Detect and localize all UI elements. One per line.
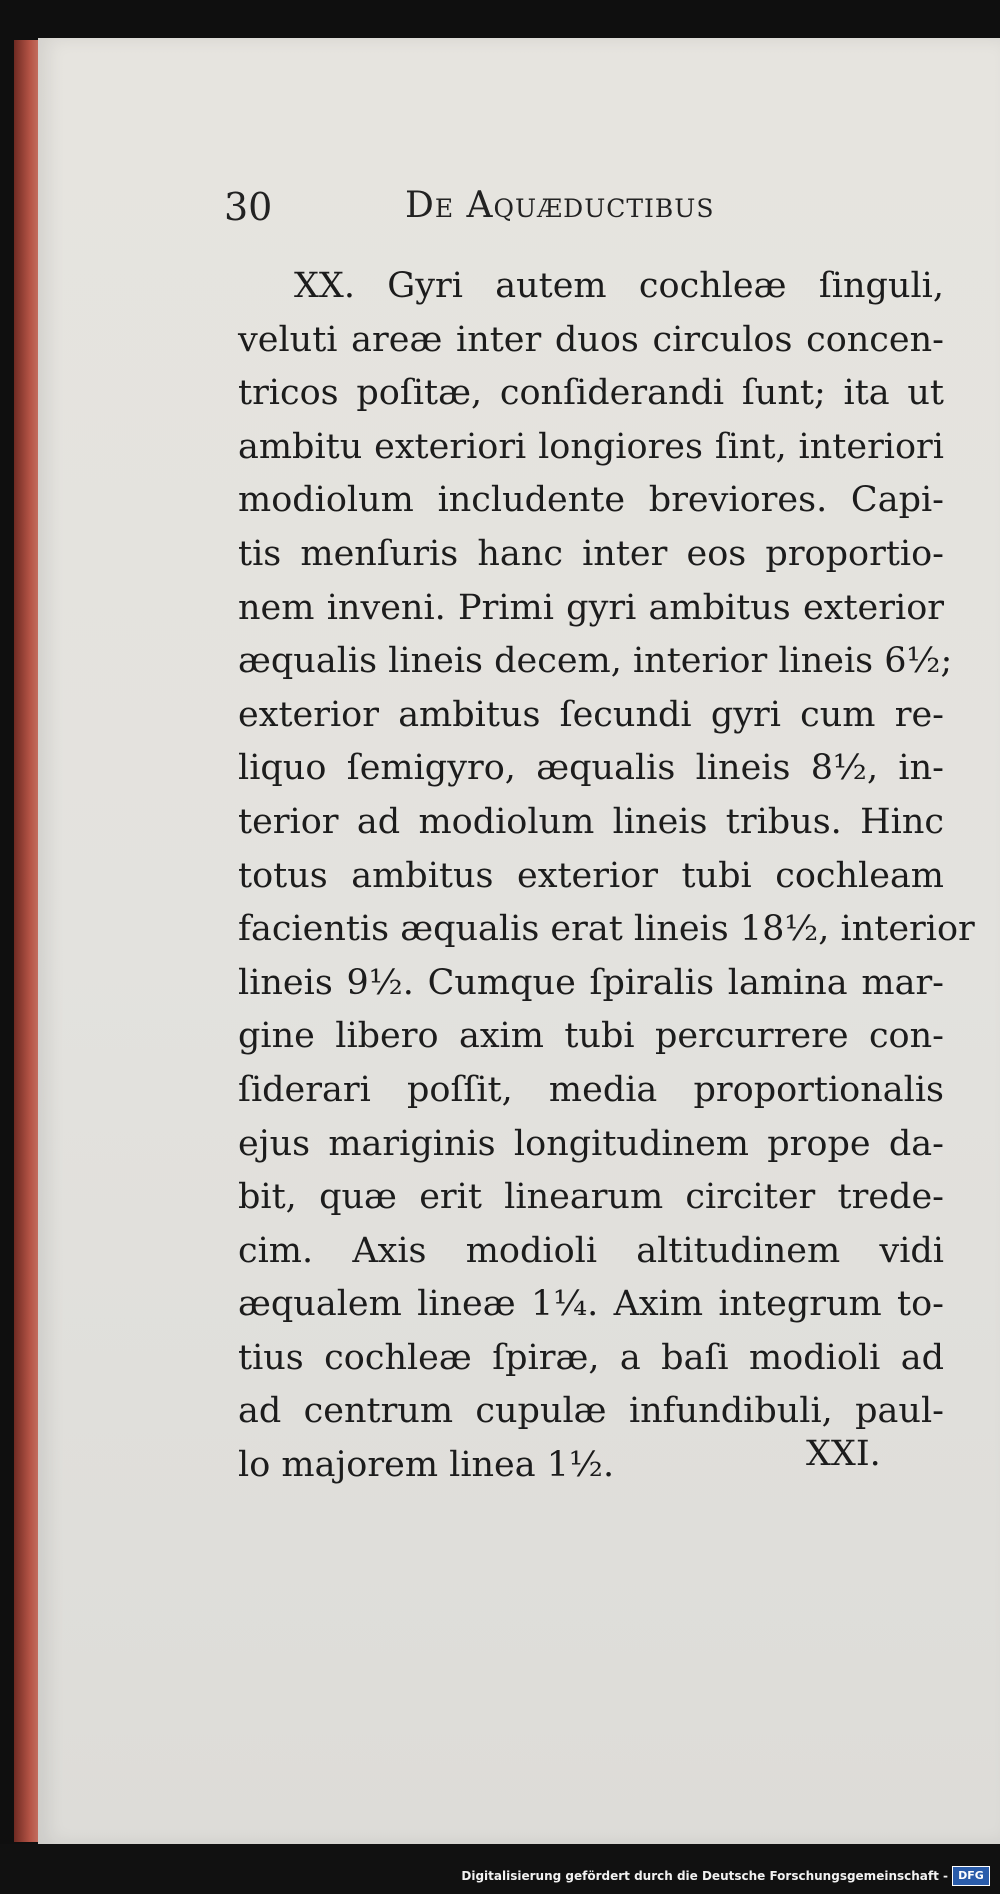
catchword: XXI. (806, 1434, 881, 1474)
text-line: ſiderari poſſit, media proportionalis (238, 1069, 944, 1110)
text-line: ambitu exteriori longiores ſint, interiori (238, 426, 944, 467)
text-line: tius cochleæ ſpiræ, a baſi modioli ad (238, 1337, 944, 1378)
text-line: terior ad modiolum lineis tribus. Hinc (238, 801, 944, 842)
text-line: ad centrum cupulæ infundibuli, paul- (238, 1391, 944, 1432)
text-line: tricos poſitæ, conſiderandi ſunt; ita ut (238, 373, 944, 414)
text-line: ejus mariginis longitudinem prope da- (238, 1123, 944, 1164)
text-line: veluti areæ inter duos circulos concen- (238, 319, 944, 360)
running-title: De Aquæductibus (405, 185, 715, 226)
text-line: lineis 9½. Cumque ſpiralis lamina mar- (238, 962, 944, 1003)
running-head (0, 185, 1000, 235)
text-line: cim. Axis modioli altitudinem vidi (238, 1230, 944, 1271)
text-line: æqualis lineis decem, interior lineis 6½; (238, 641, 953, 682)
text-line: modiolum includente breviores. Capi- (238, 480, 944, 521)
text-line: lo majorem linea 1½. (238, 1445, 615, 1486)
text-line: æqualem lineæ 1¼. Axim integrum to- (238, 1284, 944, 1325)
text-line: nem inveni. Primi gyri ambitus exterior (238, 587, 944, 628)
digitization-credit: Digitalisierung gefördert durch die Deutsche Forschungsgemeinschaft - (461, 1869, 948, 1883)
text-line: bit, quæ erit linearum circiter trede- (238, 1177, 944, 1218)
text-line: tis menſuris hanc inter eos proportio- (238, 533, 944, 574)
page-number: 30 (224, 185, 273, 229)
text-line: liquo ſemigyro, æqualis lineis 8½, in- (238, 748, 944, 789)
body-text (238, 260, 975, 1493)
text-line: exterior ambitus ſecundi gyri cum re- (238, 694, 944, 735)
text-line: facientis æqualis erat lineis 18½, interior (238, 909, 975, 950)
text-line: XX. Gyri autem cochleæ ſinguli, (294, 266, 944, 306)
text-line: totus ambitus exterior tubi cochleam (238, 855, 944, 896)
dfg-logo-icon: DFG (952, 1866, 990, 1886)
text-line: gine libero axim tubi percurrere con- (238, 1016, 944, 1057)
